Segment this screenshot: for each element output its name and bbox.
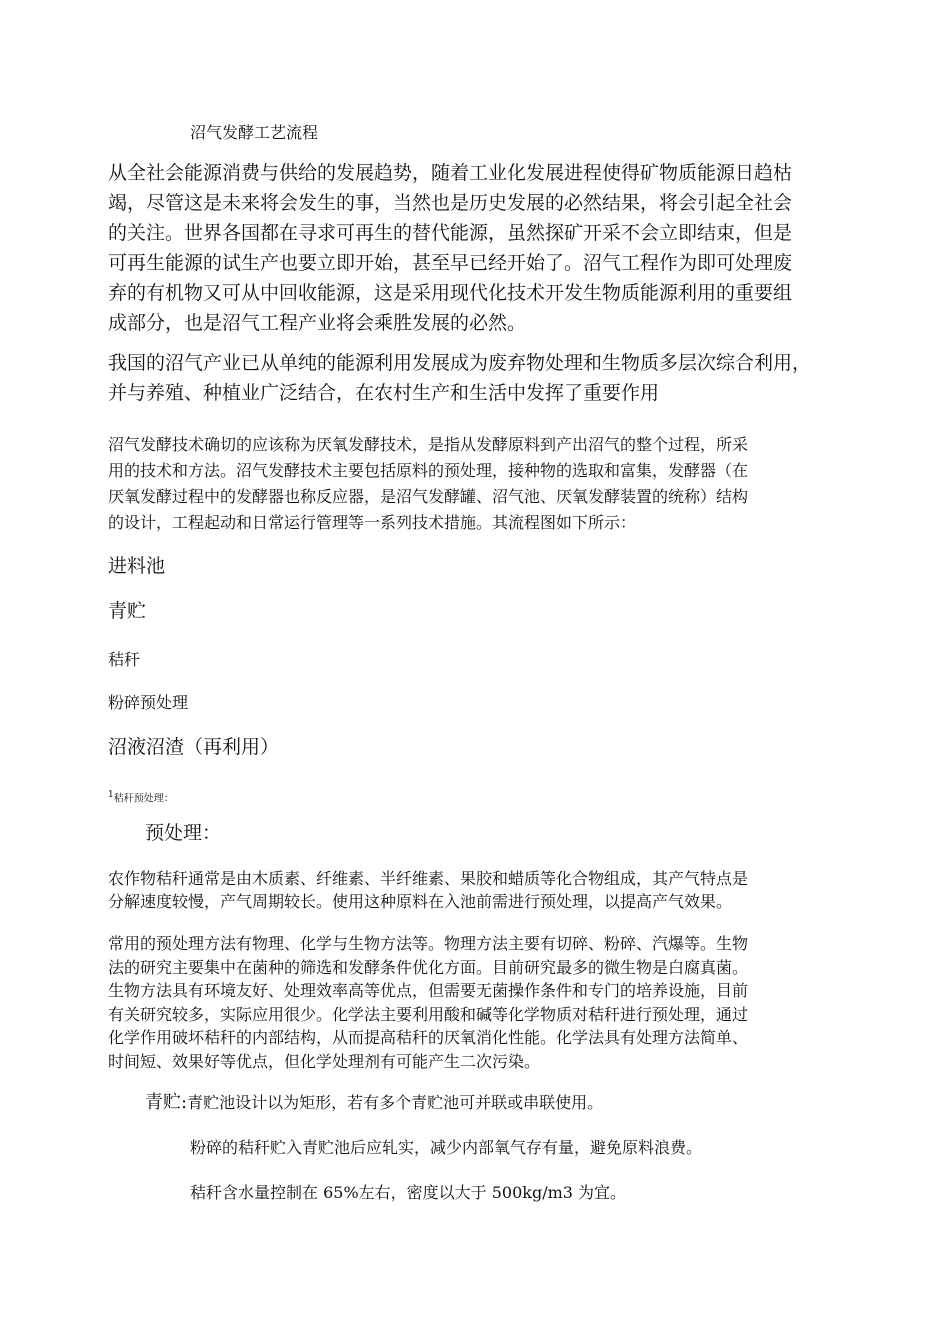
flow-item-straw: 秸秆 <box>108 650 141 669</box>
storage-heading: 青贮: <box>145 1092 188 1113</box>
methods-line-5: 化学作用破坏秸秆的内部结构，从而提高秸秆的厌氧消化性能。化学法具有处理方法简单、 <box>108 1028 749 1047</box>
flow-item-silage: 青贮 <box>108 600 147 622</box>
footnote-text: 秸秆预处理： <box>113 793 174 805</box>
flow-item-crushing-pretreatment: 粉碎预处理 <box>108 693 189 712</box>
flow-item-feed-tank: 进料池 <box>108 555 166 577</box>
methods-line-4: 有关研究较多，实际应用很少。化学法主要利用酸和碱等化学物质对秸秆进行预处理，通过 <box>108 1004 749 1024</box>
storage-paragraph <box>145 1092 603 1114</box>
pretreatment-line-1: 农作物秸秆通常是由木质素、纤维素、半纤维素、果胶和蜡质等化合物组成，其产气特点是 <box>108 869 749 888</box>
methods-line-6: 时间短、效果好等优点，但化学处理剂有可能产生二次污染。 <box>108 1051 541 1071</box>
storage-text: 青贮池设计以为矩形，若有多个青贮池可并联或串联使用。 <box>187 1093 604 1112</box>
methods-line-1: 常用的预处理方法有物理、化学与生物方法等。物理方法主要有切碎、粉碎、汽爆等。生物 <box>108 934 749 953</box>
flow-item-digestate-reuse: 沼液沼渣（再利用） <box>108 736 280 758</box>
pretreatment-heading: 预处理： <box>145 822 222 844</box>
intro-paragraph <box>108 158 792 338</box>
intro-line-4: 可再生能源的试生产也要立即开始，甚至早已经开始了。沼气工程作为即可处理废 <box>108 252 793 274</box>
intro-line-2: 竭，尽管这是未来将会发生的事，当然也是历史发展的必然结果，将会引起全社会 <box>108 192 793 214</box>
methods-line-3: 生物方法具有环境友好、处理效率高等优点，但需要无菌操作条件和专门的培养设施，目前 <box>108 981 749 1000</box>
pretreatment-paragraph <box>108 867 748 913</box>
intro-line-5: 弃的有机物又可从中回收能源，这是采用现代化技术开发生物质能源利用的重要组 <box>108 282 793 304</box>
intro-line-1: 从全社会能源消费与供给的发展趋势，随着工业化发展进程使得矿物质能源日趋枯 <box>108 162 793 184</box>
technology-line-2: 用的技术和方法。沼气发酵技术主要包括原料的预处理，接种物的选取和富集，发酵器（在 <box>108 461 749 480</box>
technology-line-3: 厌氧发酵过程中的发酵器也称反应器，是沼气发酵罐、沼气池、厌氧发酵装置的统称）结构 <box>108 487 749 506</box>
intro-line-3: 的关注。世界各国都在寻求可再生的替代能源，虽然探矿开采不会立即结束，但是 <box>108 222 793 244</box>
document-title: 沼气发酵工艺流程 <box>190 123 319 142</box>
compaction-paragraph: 粉碎的秸秆贮入青贮池后应轧实，减少内部氧气存有量，避免原料浪费。 <box>190 1138 703 1157</box>
technology-paragraph <box>108 432 748 536</box>
technology-line-1: 沼气发酵技术确切的应该称为厌氧发酵技术，是指从发酵原料到产出沼气的整个过程，所采 <box>108 435 749 454</box>
methods-paragraph <box>108 932 748 1073</box>
industry-paragraph <box>108 348 811 408</box>
pretreatment-line-2: 分解速度较慢，产气周期较长。使用这种原料在入池前需进行预处理，以提高产气效果。 <box>108 892 733 911</box>
methods-line-2: 法的研究主要集中在菌种的筛选和发酵条件优化方面。目前研究最多的微生物是白腐真菌。 <box>108 957 749 977</box>
industry-line-1: 我国的沼气产业已从单纯的能源利用发展成为废弃物处理和生物质多层次综合利用， <box>108 352 812 374</box>
footnote <box>108 788 174 806</box>
intro-line-6: 成部分，也是沼气工程产业将会乘胜发展的必然。 <box>108 312 527 334</box>
moisture-paragraph: 秸秆含水量控制在 65%左右，密度以大于 500kg/m3 为宜。 <box>190 1183 627 1202</box>
footnote-marker: 1 <box>108 790 114 800</box>
technology-line-4: 的设计，工程起动和日常运行管理等一系列技术措施。其流程图如下所示： <box>108 513 637 532</box>
industry-line-2: 并与养殖、种植业广泛结合，在农村生产和生活中发挥了重要作用 <box>108 382 660 404</box>
